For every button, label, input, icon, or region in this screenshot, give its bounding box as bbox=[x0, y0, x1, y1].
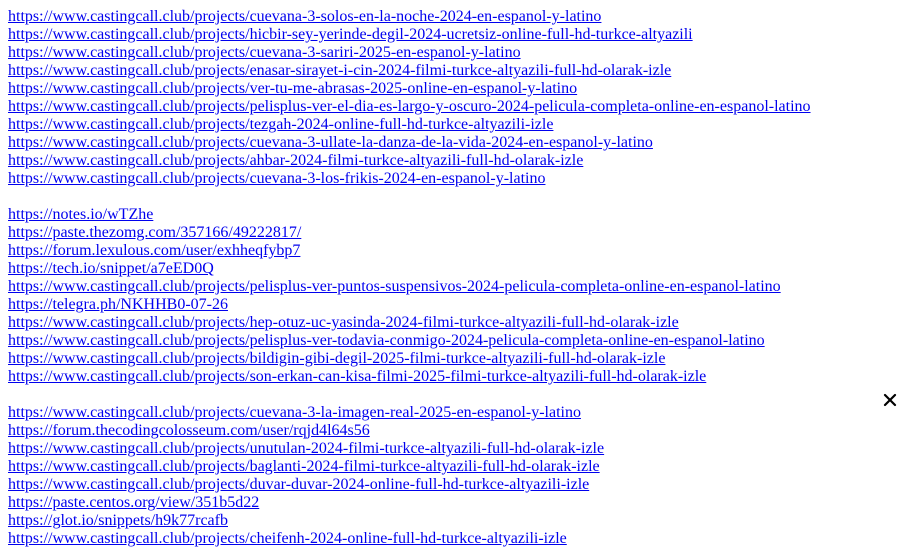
link-item[interactable]: https://forum.thecodingcolosseum.com/user/rqjd4l64s56 bbox=[8, 422, 370, 439]
link-item[interactable]: https://www.castingcall.club/projects/pelisplus-ver-puntos-suspensivos-2024-pelicula-completa-online-en-espanol-latino bbox=[8, 278, 781, 295]
close-icon bbox=[880, 390, 900, 410]
link-item[interactable]: https://www.castingcall.club/projects/duvar-duvar-2024-online-full-hd-turkce-altyazili-izle bbox=[8, 476, 590, 493]
link-item[interactable]: https://telegra.ph/NKHHB0-07-26 bbox=[8, 296, 228, 313]
link-item[interactable]: https://www.castingcall.club/projects/cuevana-3-solos-en-la-noche-2024-en-espanol-y-latino bbox=[8, 8, 602, 25]
link-item[interactable]: https://www.castingcall.club/projects/ahbar-2024-filmi-turkce-altyazili-full-hd-olarak-izle bbox=[8, 152, 584, 169]
link-item[interactable]: https://www.castingcall.club/projects/ver-tu-me-abrasas-2025-online-en-espanol-y-latino bbox=[8, 80, 578, 97]
close-button[interactable] bbox=[880, 390, 900, 410]
link-item[interactable]: https://www.castingcall.club/projects/cuevana-3-la-imagen-real-2025-en-espanol-y-latino bbox=[8, 404, 581, 421]
link-item[interactable]: https://notes.io/wTZhe bbox=[8, 206, 154, 223]
blank-line bbox=[8, 386, 888, 404]
link-item[interactable]: https://www.castingcall.club/projects/pelisplus-ver-todavia-conmigo-2024-pelicula-completa-online-en-espanol-latino bbox=[8, 332, 765, 349]
link-item[interactable]: https://www.castingcall.club/projects/cuevana-3-ullate-la-danza-de-la-vida-2024-en-espanol-y-latino bbox=[8, 134, 653, 151]
link-item[interactable]: https://www.castingcall.club/projects/baglanti-2024-filmi-turkce-altyazili-full-hd-olarak-izle bbox=[8, 458, 600, 475]
link-item[interactable]: https://www.castingcall.club/projects/tezgah-2024-online-full-hd-turkce-altyazili-izle bbox=[8, 116, 554, 133]
link-item[interactable]: https://www.castingcall.club/projects/hicbir-sey-yerinde-degil-2024-ucretsiz-online-full-hd-turkce-altyazili bbox=[8, 26, 693, 43]
link-item[interactable]: https://www.castingcall.club/projects/cuevana-3-sariri-2025-en-espanol-y-latino bbox=[8, 44, 521, 61]
link-item[interactable]: https://www.castingcall.club/projects/enasar-sirayet-i-cin-2024-filmi-turkce-altyazili-full-hd-olarak-izle bbox=[8, 62, 672, 79]
link-item[interactable]: https://www.castingcall.club/projects/unutulan-2024-filmi-turkce-altyazili-full-hd-olarak-izle bbox=[8, 440, 605, 457]
link-list bbox=[8, 8, 888, 548]
link-item[interactable]: https://paste.centos.org/view/351b5d22 bbox=[8, 494, 260, 511]
blank-line bbox=[8, 188, 888, 206]
link-item[interactable]: https://tech.io/snippet/a7eED0Q bbox=[8, 260, 214, 277]
link-item[interactable]: https://www.castingcall.club/projects/bildigin-gibi-degil-2025-filmi-turkce-altyazili-full-hd-olarak-izle bbox=[8, 350, 666, 367]
link-item[interactable]: https://forum.lexulous.com/user/exhheqfybp7 bbox=[8, 242, 301, 259]
link-item[interactable]: https://www.castingcall.club/projects/son-erkan-can-kisa-filmi-2025-filmi-turkce-altyazili-full-hd-olarak-izle bbox=[8, 368, 707, 385]
link-item[interactable]: https://paste.thezomg.com/357166/49222817/ bbox=[8, 224, 302, 241]
link-item[interactable]: https://www.castingcall.club/projects/cheifenh-2024-online-full-hd-turkce-altyazili-izle bbox=[8, 530, 567, 547]
link-item[interactable]: https://www.castingcall.club/projects/hep-otuz-uc-yasinda-2024-filmi-turkce-altyazili-full-hd-olarak-izle bbox=[8, 314, 679, 331]
link-item[interactable]: https://www.castingcall.club/projects/cuevana-3-los-frikis-2024-en-espanol-y-latino bbox=[8, 170, 546, 187]
link-item[interactable]: https://glot.io/snippets/h9k77rcafb bbox=[8, 512, 228, 529]
link-item[interactable]: https://www.castingcall.club/projects/pelisplus-ver-el-dia-es-largo-y-oscuro-2024-pelicula-completa-online-en-espanol-latino bbox=[8, 98, 811, 115]
